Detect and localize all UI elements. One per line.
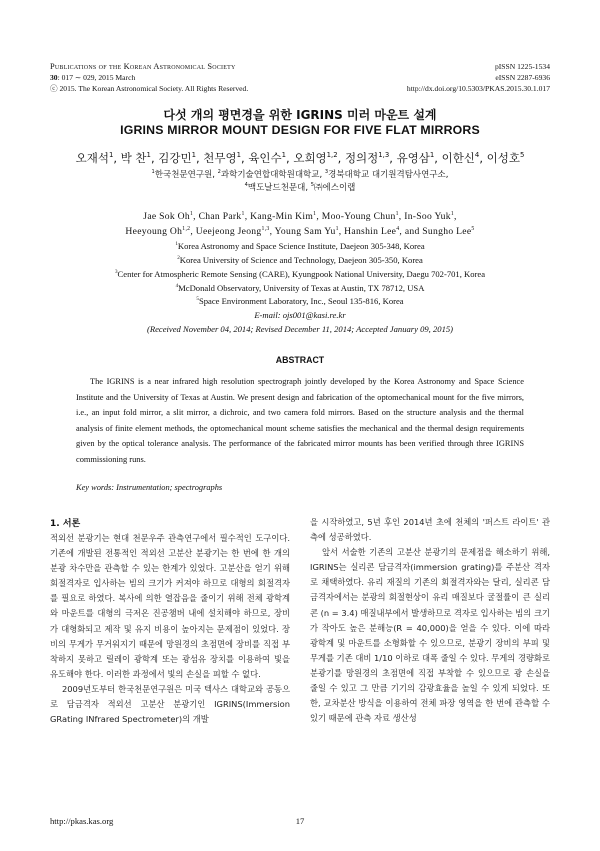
page-number: 17 — [295, 816, 305, 826]
body-column-left — [50, 531, 290, 727]
volume-number: 30 — [50, 72, 58, 82]
author-en: Young Sam Yu$^1$, — [274, 225, 345, 237]
affiliation-4: $^4$McDonald Observatory, University of Texas at Austin, TX 78712, USA — [175, 283, 425, 293]
authors-korean — [0, 150, 600, 166]
volume-pages: : 017 ∼ 029, 2015 March — [57, 72, 136, 82]
author-en: In-Soo Yuk$^1$, — [404, 210, 457, 222]
author-ko: 유영삼$^1$, — [396, 151, 442, 165]
pissn: pISSN 1225-1534 — [494, 62, 550, 71]
affiliation-1: $^1$Korea Astronomy and Space Science Institute, Daejeon 305-348, Korea — [175, 241, 425, 251]
received-dates: (Received November 04, 2014; Revised December 11, 2014; Accepted January 09, 2015) — [146, 324, 454, 334]
author-ko: 김강민$^1$, — [158, 151, 204, 165]
author-ko: 천무영$^1$, — [203, 151, 249, 165]
title-korean: 다섯 개의 평면경을 위한 IGRINS 미러 마운트 설계 — [163, 108, 437, 122]
author-ko: 이성호$^5$ — [486, 151, 525, 165]
author-ko: 오희영$^{1,2}$, — [293, 151, 345, 165]
affiliation-3: $^3$Center for Atmospheric Remote Sensing (CARE), Kyungpook National University, Daegu 702-701, Korea — [114, 269, 486, 279]
footer-url[interactable]: http://pkas.kas.org — [50, 816, 114, 826]
author-ko: 오재석$^1$, — [75, 151, 121, 165]
body-paragraph: 2009년도부터 한국천문연구원은 미국 텍사스 대학교와 공동으로 담금격자 적외선 고분산 분광기인 IGRINS(Immersion GRating INfrared Spectrometer)의 개발 — [50, 683, 290, 725]
body-column-right — [310, 515, 550, 726]
affiliation-2: $^2$Korea University of Science and Technology, Daejeon 305-350, Korea — [177, 255, 423, 265]
author-en: Kang-Min Kim$^1$, — [250, 210, 322, 222]
author-en: Ueejeong Jeong$^{1,3}$, — [195, 225, 275, 237]
journal-header-right — [407, 62, 550, 94]
affiliation-5: $^5$Space Environment Laboratory, Inc., Seoul 135-816, Korea — [196, 296, 404, 306]
title-english: IGRINS MIRROR MOUNT DESIGN FOR FIVE FLAT MIRRORS — [120, 123, 480, 137]
eissn: eISSN 2287-6936 — [495, 72, 550, 82]
journal-name: Publications of the Korean Astronomical Society — [50, 62, 236, 71]
author-en: Moo-Young Chun$^1$, — [321, 210, 405, 222]
author-en: Heeyoung Oh$^{1,2}$, — [125, 225, 196, 237]
author-joiner: and — [404, 226, 420, 237]
author-ko: 박 찬$^1$, — [120, 151, 159, 165]
authors-english-line1 — [0, 211, 600, 222]
doi-link[interactable]: http://dx.doi.org/10.5303/PKAS.2015.30.1.017 — [406, 83, 550, 93]
section-heading-introduction: 1. 서론 — [50, 519, 81, 529]
affiliations-korean-line2: $^4$맥도날드천문대, $^5$㈜에스이랩 — [244, 182, 356, 193]
author-ko: 이한신$^4$, — [441, 151, 487, 165]
abstract-text: The IGRINS is a near infrared high resolution spectrograph jointly developed by the Korea Astronomy and Space Science Institute and the University of Texas at Austin. We present design and fabrication of the optomechanical mount for the five mirrors, i.e., an input fold mirror, a slit mirror, a dichroic, and two camera fold mirrors. Based on the structure analysis and the thermal analysis of finite element methods, the optomechanical mount scheme satisfies the mechanical and the thermal design requirements given by the optical tolerance analysis. The performance of the fabricated mirror mounts has been verified through three IGRINS commissioning runs. — [76, 377, 524, 464]
copyright-line: ⓒ 2015. The Korean Astronomical Society. All Rights Reserved. — [50, 83, 249, 93]
abstract-heading: ABSTRACT — [275, 355, 325, 365]
body-paragraph: 을 시작하였고, 5년 후인 2014년 초에 천체의 '퍼스트 라이트' 관측에 성공하였다. — [310, 517, 550, 543]
contact-email[interactable]: E-mail: ojs001@kasi.re.kr — [254, 310, 346, 320]
journal-header-left — [50, 62, 248, 94]
author-ko: 육인수$^1$, — [248, 151, 294, 165]
body-paragraph: 적외선 분광기는 현대 천문우주 관측연구에서 필수적인 도구이다. 기존에 개발된 전통적인 적외선 고분산 분광기는 한 번에 한 개의 분광 차수만을 관측할 수 있는 한계가 있었다. 고분산을 얻기 위해 회절격자로 입사하는 빔의 크기가 커져야 하므로 대형의 회절격자를 필요로 하였다. 복사에 의한 열잡음을 줄이기 위해 전체 광학계와 마운트를 대형의 극저온 진공챔버 내에 설치해야 하므로, 장비가 대형화되고 제작 및 유지 비용이 높아지는 문제점이 있었다. 장비의 무게가 무거워지기 때문에 망원경의 초점면에 장비를 직접 부착하지 못하고 릴레이 광학계 또는 광섬유 장치를 이용하여 빛을 유도해야 한다. 이러한 과정에서 빛의 손실을 피할 수 없다. — [50, 533, 290, 679]
author-ko: 정의정$^{1,3}$, — [344, 151, 397, 165]
author-en: Hanshin Lee$^4$, — [344, 225, 405, 237]
authors-english-line2 — [0, 226, 600, 237]
volume-line — [50, 73, 248, 84]
author-en: Sungho Lee$^5$ — [422, 225, 475, 237]
keywords: Key words: Instrumentation; spectrographs — [76, 483, 223, 492]
author-en: Jae Sok Oh$^1$, — [143, 210, 199, 222]
affiliations-korean-line1: $^1$한국천문연구원, $^2$과학기술연합대학원대학교, $^3$경북대학교 대기원격탐사연구소, — [151, 169, 449, 180]
body-paragraph: 앞서 서술한 기존의 고분산 분광기의 문제점을 해소하기 위해, IGRINS는 실리콘 담금격자(immersion grating)를 주분산 격자로 채택하였다. 유리 재질의 기존의 회절격자와는 달리, 실리콘 담금격자에서는 분광의 회절현상이 유리 매질보다 굴절률이 큰 실리콘 (n = 3.4) 매질내부에서 발생하므로 격자로 입사하는 빔의 크기가 작아도 높은 분해능(R = 40,000)을 얻을 수 있다. 이에 따라 광학계 및 마운트를 소형화할 수 있으므로, 분광기 장비의 부피 및 무게를 기존 대비 1/10 이하로 대폭 줄일 수 있다. 무게의 경량화로 분광기를 망원경의 초점면에 직접 부착할 수 있으므로 광 손실을 줄일 수 있고 그 만큼 기기의 감광효율을 높일 수 있게 되었다. 또한, 교차분산 방식을 이용하여 전체 파장 영역을 한 번에 관측할 수 있기 때문에 관측 자료 생산성 — [310, 547, 550, 724]
author-en: Chan Park$^1$, — [198, 210, 251, 222]
